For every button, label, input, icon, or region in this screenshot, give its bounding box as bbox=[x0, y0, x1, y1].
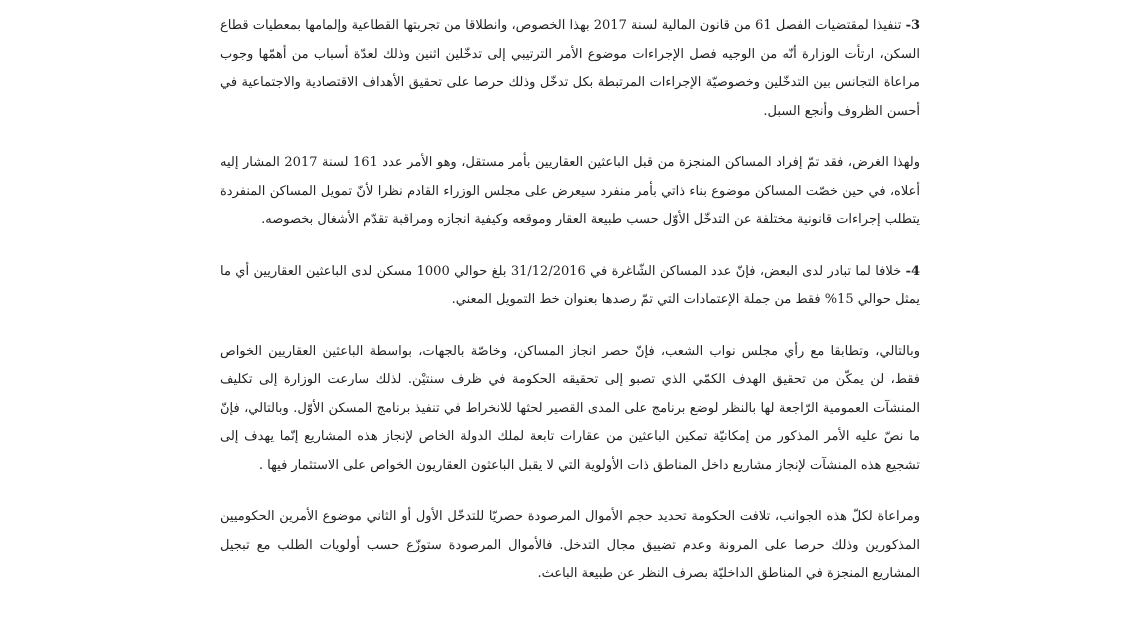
paragraph-gap bbox=[220, 235, 920, 258]
paragraph-text: خلافا لما تبادر لدى البعض، فإنّ عدد المساكن الشّاغرة في 31/12/2016 بلغ حوالي 1000 مسكن لدى الباعثين العقاريين أي ما يمثل حوالي 15% فقط من جملة الإعتمادات التي تمّ رصدها بعنوان خط التمويل المعني. bbox=[220, 263, 920, 307]
paragraph-text: وبالتالي، وتطابقا مع رأي مجلس نواب الشعب، فإنّ حصر انجاز المساكن، وخاصّة بالجهات، بواسطة الباعثين العقاريين الخواص فقط، لن يمكّن من تحقيق الهدف الكمّي الذي تصبو إلى تحقيقه الحكومة في ظرف سنتيْن. لذلك سارعت الوزارة إلى تكليف المنشآت العمومية الرّاجعة لها بالنظر لوضع برنامج على المدى القصير لحثها للانخراط في تنفيذ برنامج المسكن الأوّل. وبالتالي، فإنّ ما نصّ عليه الأمر المذكور من إمكانيّة تمكين الباعثين من عقارات تابعة لملك الدولة الخاص لإنجاز هذه المشاريع إنّما يهدف إلى تشجيع هذه المنشآت لإنجاز مشاريع داخل المناطق ذات الأولوية التي لا يقبل الباعثون العقاريون الخواص على الاستثمار فيها . bbox=[220, 343, 920, 473]
paragraph-text: ولهذا الغرض، فقد تمّ إفراد المساكن المنجزة من قبل الباعثين العقاريين بأمر مستقل، وهو الأمر عدد 161 لسنة 2017 المشار إليه أعلاه، في حين خصّت المساكن موضوع بناء ذاتي بأمر منفرد سيعرض على مجلس الوزراء القادم نظرا لأنّ تمويل المساكن المنفردة يتطلب إجراءات قانونية مختلفة عن التدخّل الأوّل حسب طبيعة العقار وموقعه وكيفية انجازه ومراقبة تقدّم الأشغال بخصوصه. bbox=[220, 155, 920, 227]
paragraph-text: ومراعاة لكلّ هذه الجوانب، تلافت الحكومة تحديد حجم الأموال المرصودة حصريّا للتدخّل الأول أو الثاني موضوع الأمرين الحكوميين المذكورين وذلك حرصا على المرونة وعدم تضييق مجال التدخل. فالأموال المرصودة ستوزّع حسب أولويات الطلب مع تبجيل المشاريع المنجزة في المناطق الداخليّة بصرف النظر عن طبيعة الباعث. bbox=[220, 509, 920, 581]
document-body bbox=[220, 12, 920, 589]
paragraph-funding-allocation bbox=[220, 503, 920, 589]
paragraph-item-4 bbox=[220, 258, 920, 315]
paragraph-marker: 3- bbox=[905, 18, 921, 33]
paragraph-text: تنفيذا لمقتضيات الفصل 61 من قانون المالية لسنة 2017 بهذا الخصوص، وانطلاقا من تجربتها القطاعية وإلمامها بمعطيات قطاع السكن، ارتأت الوزارة أنّه من الوجيه فصل الإجراءات موضوع الأمر الترتيبي إلى تدخّلين اثنين وذلك لعدّة أسباب من أهمّها وجوب مراعاة التجانس بين التدخّلين وخصوصيّة الإجراءات المرتبطة بكل تدخّل وذلك حرصا على تحقيق الأهداف الاقتصادية والاجتماعية في أحسن الظروف وأنجع السبل. bbox=[220, 18, 920, 119]
paragraph-gap bbox=[220, 480, 920, 503]
paragraph-gap bbox=[220, 126, 920, 149]
paragraph-public-institutions bbox=[220, 338, 920, 481]
paragraph-item-3 bbox=[220, 12, 920, 126]
paragraph-gap bbox=[220, 315, 920, 338]
paragraph-separate-order bbox=[220, 149, 920, 235]
paragraph-marker: 4- bbox=[905, 263, 921, 279]
